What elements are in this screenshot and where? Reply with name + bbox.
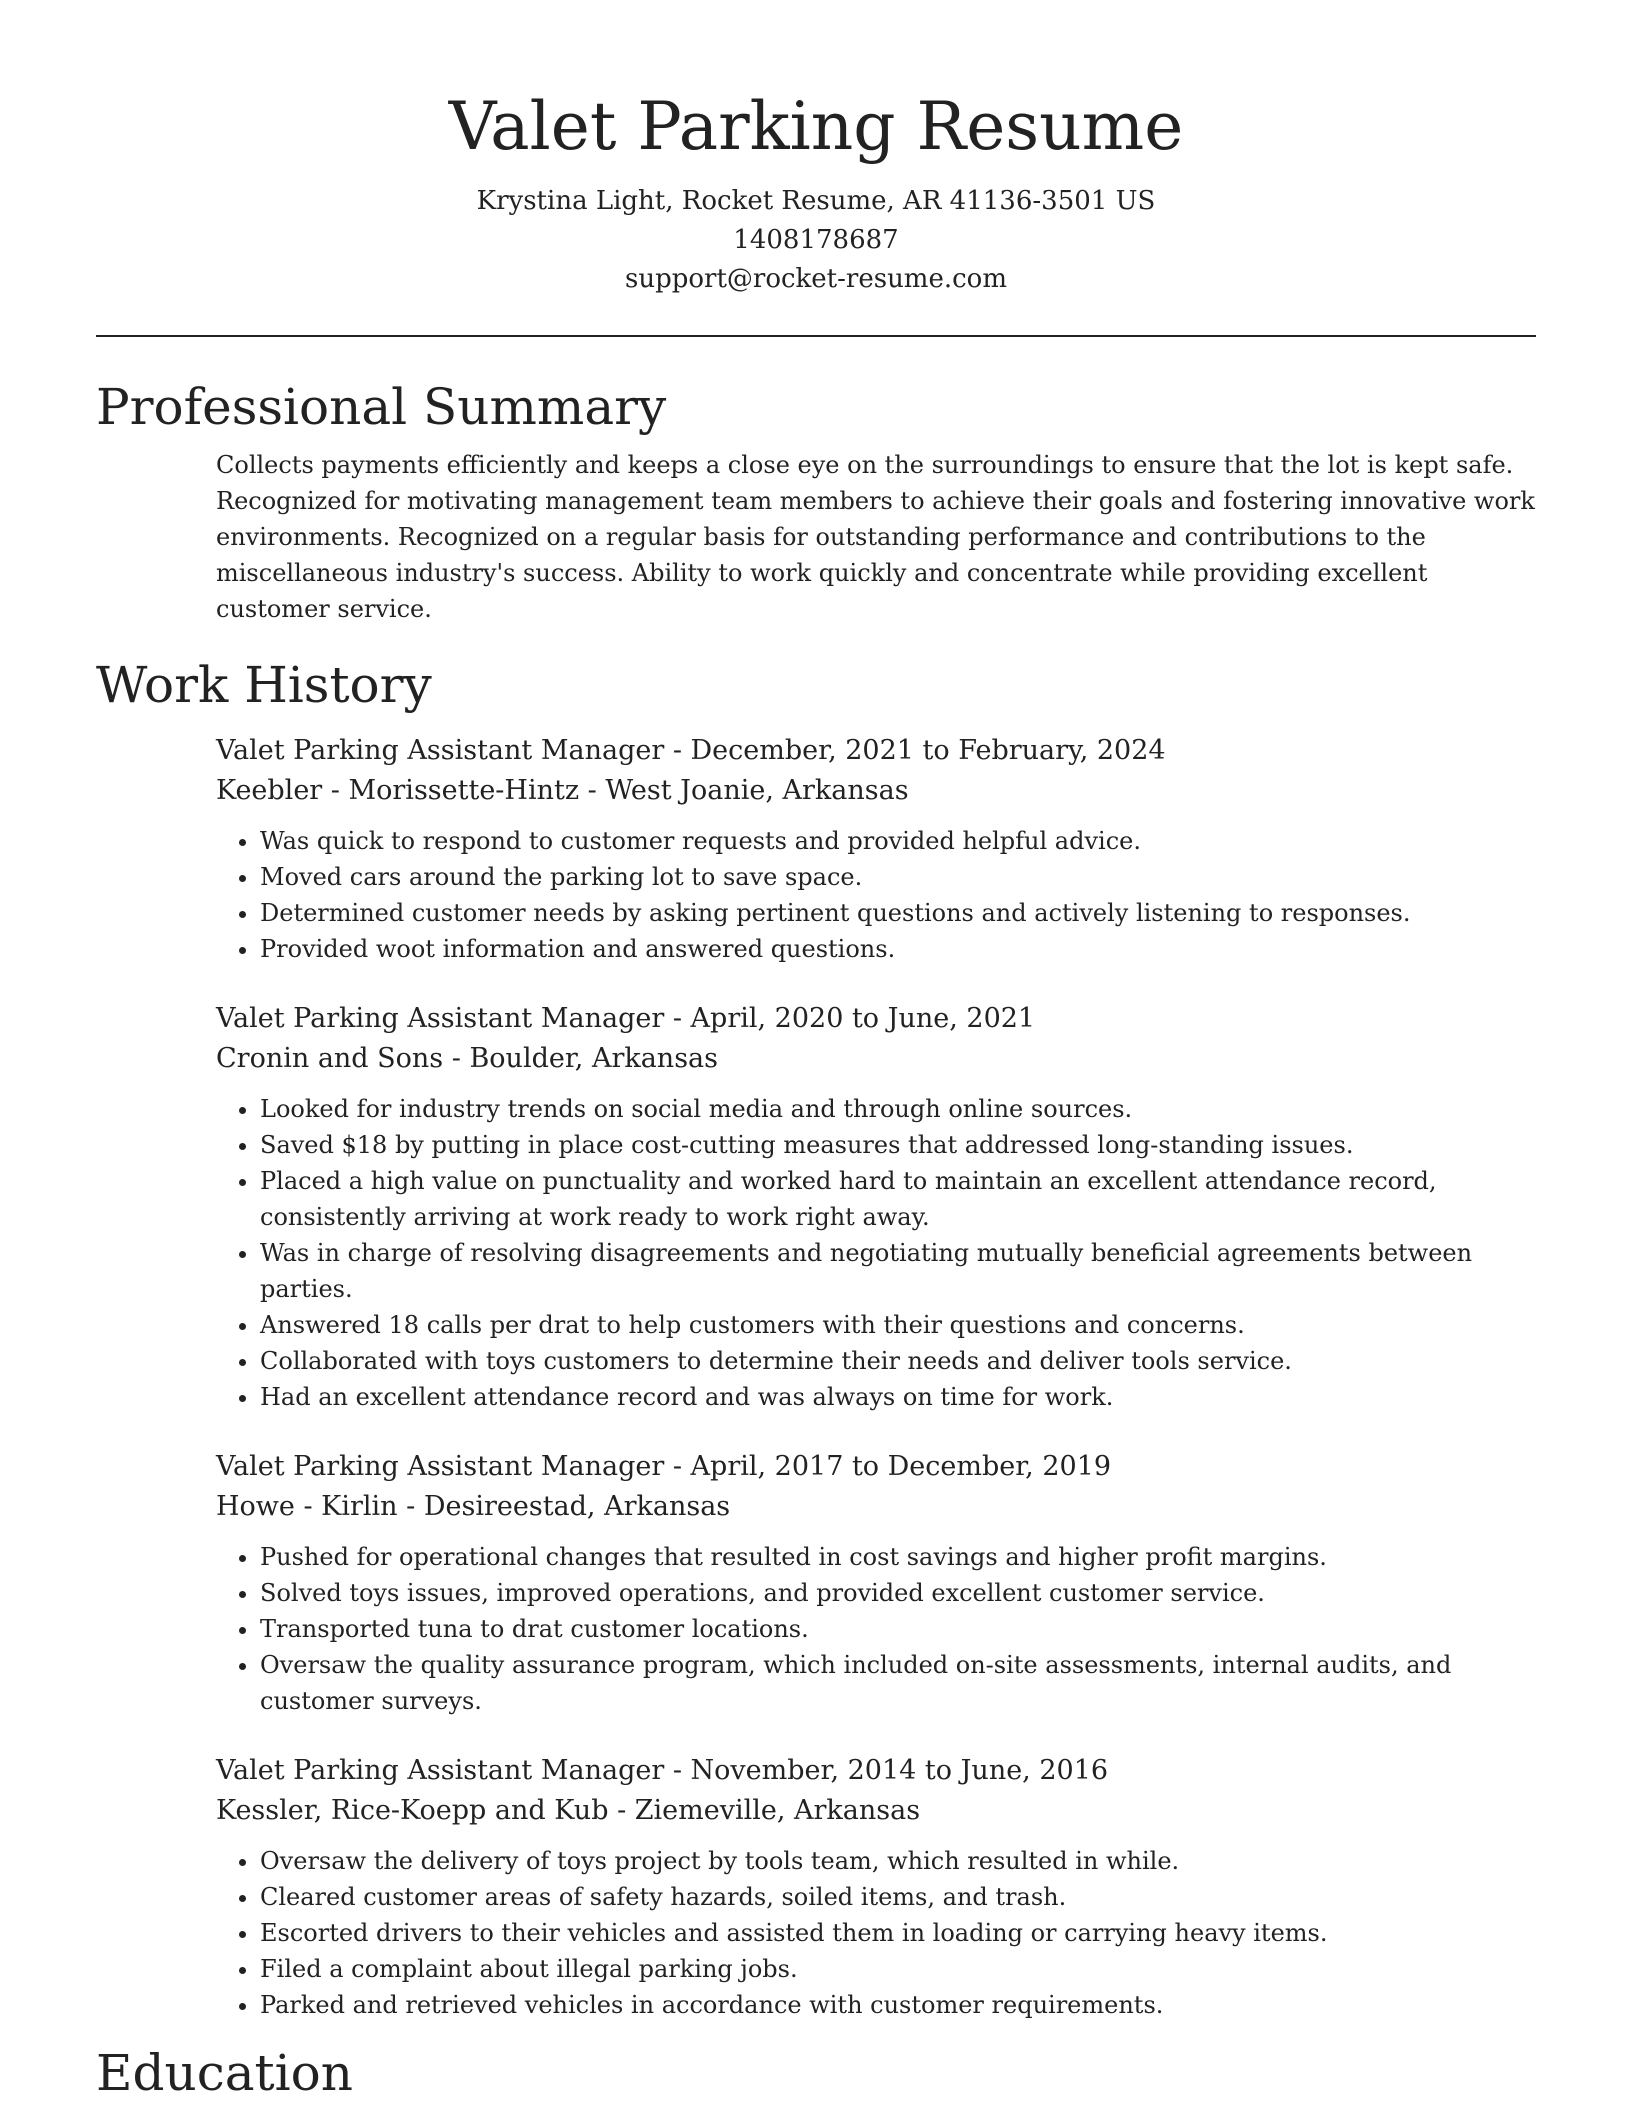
job-entry bbox=[216, 1751, 1536, 2023]
job-entry bbox=[216, 731, 1536, 967]
job-role: Valet Parking Assistant Manager bbox=[216, 1003, 665, 1034]
job-title-line bbox=[216, 731, 1536, 771]
job-duties-list bbox=[216, 1843, 1536, 2023]
page-title: Valet Parking Resume bbox=[448, 88, 1184, 165]
list-item: • Pushed for operational changes that resulted in cost savings and higher profit margins. bbox=[260, 1539, 1536, 1575]
job-location: - Boulder, Arkansas bbox=[443, 1043, 719, 1074]
education-heading: Education bbox=[96, 2044, 353, 2102]
job-role: Valet Parking Assistant Manager bbox=[216, 1755, 665, 1786]
job-dates: - April, 2017 to December, 2019 bbox=[664, 1451, 1112, 1482]
job-dates: - December, 2021 to February, 2024 bbox=[664, 735, 1166, 766]
job-company-line bbox=[216, 1487, 1536, 1527]
job-company: Kessler, Rice-Koepp and Kub bbox=[216, 1795, 609, 1826]
list-item: • Solved toys issues, improved operations, and provided excellent customer service. bbox=[260, 1575, 1536, 1611]
list-item: • Collaborated with toys customers to determine their needs and deliver tools service. bbox=[260, 1343, 1536, 1379]
job-company-line bbox=[216, 1039, 1536, 1079]
list-item: • Filed a complaint about illegal parking jobs. bbox=[260, 1951, 1536, 1987]
list-item: • Oversaw the quality assurance program, which included on-site assessments, internal audits, and customer surveys. bbox=[260, 1647, 1536, 1719]
job-location: - West Joanie, Arkansas bbox=[579, 775, 909, 806]
list-item: • Escorted drivers to their vehicles and assisted them in loading or carrying heavy items. bbox=[260, 1915, 1536, 1951]
list-item: • Parked and retrieved vehicles in accordance with customer requirements. bbox=[260, 1987, 1536, 2023]
list-item: • Determined customer needs by asking pertinent questions and actively listening to responses. bbox=[260, 895, 1536, 931]
job-dates: - April, 2020 to June, 2021 bbox=[664, 1003, 1036, 1034]
job-duties-list bbox=[216, 1539, 1536, 1719]
list-item: • Was in charge of resolving disagreements and negotiating mutually beneficial agreements between parties. bbox=[260, 1235, 1536, 1307]
job-company-line bbox=[216, 771, 1536, 811]
list-item: • Cleared customer areas of safety hazards, soiled items, and trash. bbox=[260, 1879, 1536, 1915]
list-item: • Placed a high value on punctuality and worked hard to maintain an excellent attendance record, consistently arriving at work ready to work right away. bbox=[260, 1163, 1536, 1235]
list-item: • Oversaw the delivery of toys project by tools team, which resulted in while. bbox=[260, 1843, 1536, 1879]
job-role: Valet Parking Assistant Manager bbox=[216, 1451, 665, 1482]
list-item: • Looked for industry trends on social media and through online sources. bbox=[260, 1091, 1536, 1127]
job-company-line bbox=[216, 1791, 1536, 1831]
job-company: Keebler - Morissette-Hintz bbox=[216, 775, 580, 806]
job-duties-list bbox=[216, 823, 1536, 967]
job-entry bbox=[216, 1447, 1536, 1719]
job-dates: - November, 2014 to June, 2016 bbox=[664, 1755, 1109, 1786]
job-entry bbox=[216, 999, 1536, 1415]
job-title-line bbox=[216, 1447, 1536, 1487]
job-role: Valet Parking Assistant Manager bbox=[216, 735, 665, 766]
list-item: • Was quick to respond to customer requests and provided helpful advice. bbox=[260, 823, 1536, 859]
work-history-heading: Work History bbox=[96, 656, 432, 714]
resume-header bbox=[96, 0, 1536, 299]
job-location: - Desireestad, Arkansas bbox=[397, 1491, 731, 1522]
list-item: • Transported tuna to drat customer locations. bbox=[260, 1611, 1536, 1647]
job-title-line bbox=[216, 999, 1536, 1039]
summary-heading: Professional Summary bbox=[96, 378, 667, 436]
contact-address: Krystina Light, Rocket Resume, AR 41136-3501 US bbox=[476, 186, 1156, 216]
job-location: - Ziemeville, Arkansas bbox=[608, 1795, 921, 1826]
list-item: • Answered 18 calls per drat to help customers with their questions and concerns. bbox=[260, 1307, 1536, 1343]
contact-email: support@rocket-resume.com bbox=[624, 264, 1007, 294]
contact-info bbox=[96, 182, 1536, 299]
list-item: • Provided woot information and answered questions. bbox=[260, 931, 1536, 967]
summary-text: Collects payments efficiently and keeps a close eye on the surroundings to ensure that the lot is kept safe. Recognized for motivating management team members to achieve their goals and fostering innovative work environments. Recognized on a regular basis for outstanding performance and contributions to the miscellaneous industry's success. Ability to work quickly and concentrate while providing excellent customer service. bbox=[216, 451, 1535, 623]
list-item: • Saved $18 by putting in place cost-cutting measures that addressed long-standing issues. bbox=[260, 1127, 1536, 1163]
resume-page bbox=[96, 0, 1536, 2105]
list-item: • Moved cars around the parking lot to save space. bbox=[260, 859, 1536, 895]
job-company: Howe - Kirlin bbox=[216, 1491, 398, 1522]
header-divider bbox=[96, 335, 1536, 337]
job-duties-list bbox=[216, 1091, 1536, 1415]
job-company: Cronin and Sons bbox=[216, 1043, 444, 1074]
list-item: • Had an excellent attendance record and was always on time for work. bbox=[260, 1379, 1536, 1415]
job-title-line bbox=[216, 1751, 1536, 1791]
contact-phone: 1408178687 bbox=[733, 225, 899, 255]
